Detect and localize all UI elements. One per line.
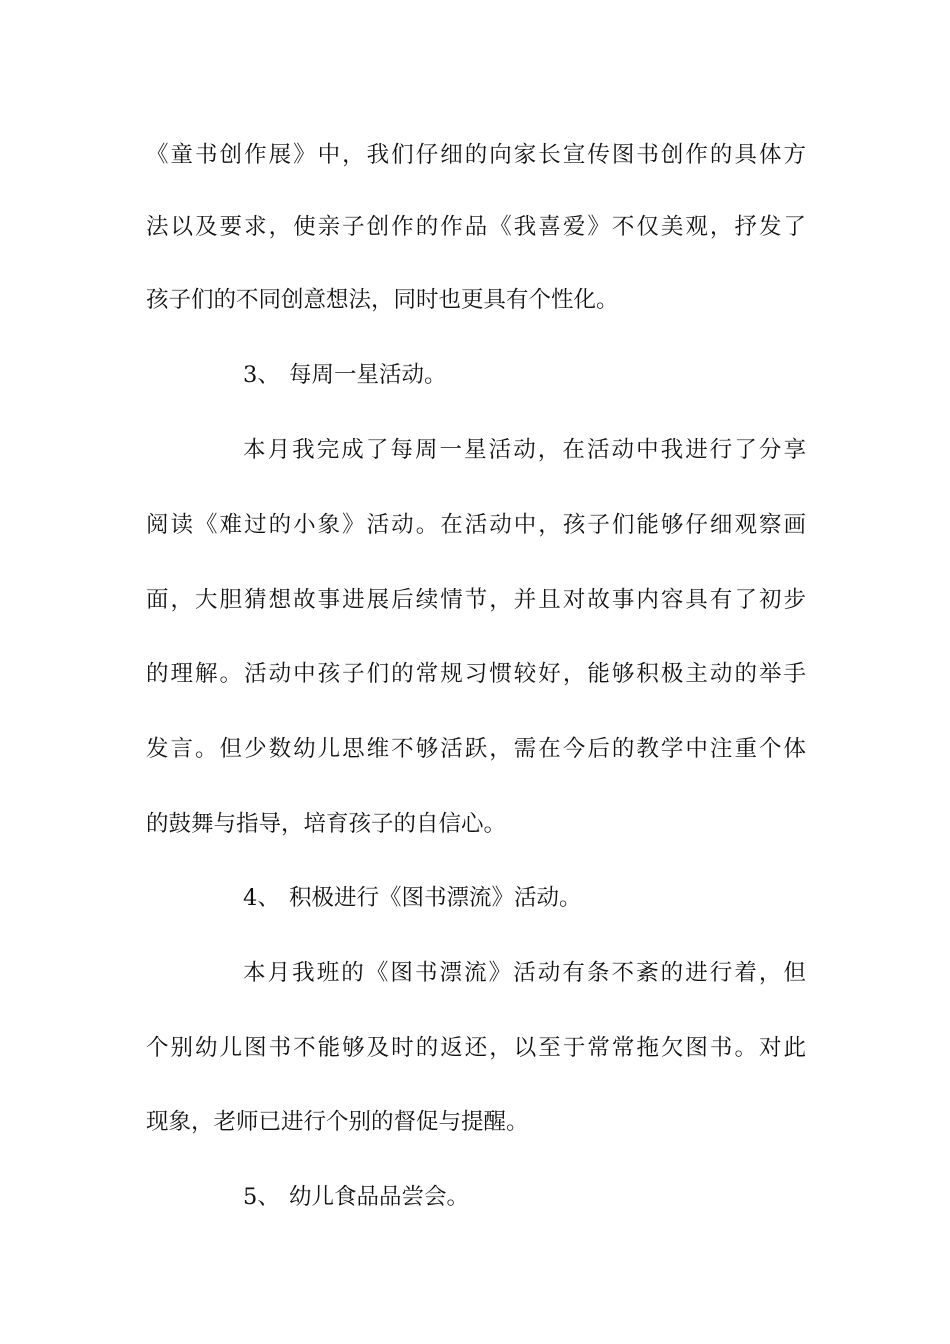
paragraph-line: 本月我完成了每周一星活动，在活动中我进行了分享	[243, 437, 806, 463]
heading-number: 5、	[243, 1184, 280, 1210]
paragraph-line: 本月我班的《图书漂流》活动有条不紊的进行着，但	[243, 960, 806, 986]
section-heading-4	[243, 880, 806, 916]
paragraph-line: 法以及要求，使亲子创作的作品《我喜爱》不仅美观，抒发了	[146, 214, 806, 240]
paragraph-line: 的理解。活动中孩子们的常规习惯较好，能够积极主动的举手	[146, 661, 806, 687]
heading-text: 积极进行《图书漂流》活动。	[289, 885, 582, 911]
paragraph-line: 现象，老师已进行个别的督促与提醒。	[146, 1109, 529, 1135]
paragraph-line: 个别幼儿图书不能够及时的返还，以至于常常拖欠图书。对此	[146, 1035, 806, 1061]
section-heading-3	[243, 357, 806, 393]
heading-text: 幼儿食品品尝会。	[289, 1184, 470, 1210]
heading-text: 每周一星活动。	[289, 362, 447, 388]
section-heading-5	[243, 1179, 806, 1215]
paragraph-line: 面，大胆猜想故事进展后续情节，并且对故事内容具有了初步	[146, 587, 806, 613]
heading-number: 4、	[243, 885, 280, 911]
paragraph-line: 孩子们的不同创意想法，同时也更具有个性化。	[146, 287, 619, 313]
heading-number: 3、	[243, 362, 280, 388]
paragraph-line: 发言。但少数幼儿思维不够活跃，需在今后的教学中注重个体	[146, 736, 806, 762]
paragraph-line: 的鼓舞与指导，培育孩子的自信心。	[146, 811, 507, 837]
paragraph-line: 《童书创作展》中，我们仔细的向家长宣传图书创作的具体方	[146, 142, 806, 168]
paragraph-line: 阅读《难过的小象》活动。在活动中，孩子们能够仔细观察画	[146, 512, 806, 538]
